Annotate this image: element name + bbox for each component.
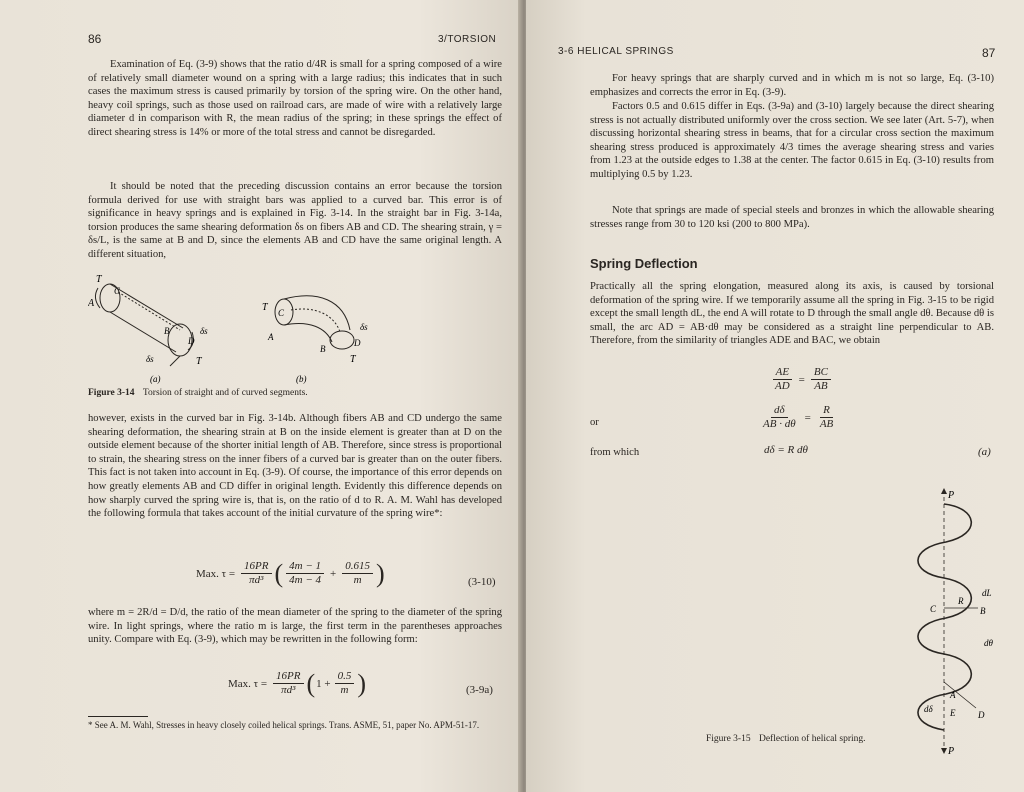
label-T: T — [96, 274, 102, 285]
label-dtheta: dθ — [984, 638, 993, 648]
eq-denominator: 4m − 4 — [289, 574, 322, 586]
figure-3-15 — [886, 486, 1006, 756]
label-T: T — [350, 354, 356, 365]
equation-3-9a: Max. τ = $\frac{16PR}{\text{πd³}}$ ( 1 + $\frac{0.5}{m}$ ) — [228, 668, 367, 698]
label-D: D — [978, 710, 985, 720]
paragraph: Examination of Eq. (3-9) shows that the ratio d/4R is small for a spring composed of a wire of relatively small diameter wound on a spring with a large radius; this indicates that in such cases the maximum stress is caused primarily by torsion of the spring wire. On the other hand, heavy coil springs, such as those used on railroad cars, are made of wire with a relatively large diameter d in comparison with R, the mean radius of the spring; in these springs the effect of direct shearing stress is 14% or more of the total stress and cannot be disregarded. — [88, 59, 502, 138]
paragraph: Practically all the spring elongation, measured along its axis, is caused by torsional deformation of the spring wire. If we temporarily assume all the spring in Fig. 3-15 to be rigid except the small length dL, the end A will rotate to D through the small angle dθ. Because dθ is small, the arc AD = AB·dθ may be considered as a straight line perpendicular to AB. Therefore, from the similarity of triangles ADE and BAC, we obtain — [590, 281, 994, 347]
label-C: C — [278, 308, 285, 318]
eq-fraction — [273, 670, 303, 697]
eq-fraction — [241, 560, 271, 587]
eq-denominator: AD — [775, 380, 790, 392]
paragraph: For heavy springs that are sharply curved and in which m is not so large, Eq. (3-10) emphasizes and corrects the error in Eq. (3-9). — [590, 73, 994, 98]
page-number: 86 — [88, 32, 102, 46]
eq-fraction — [772, 366, 793, 393]
label-ds: δs — [360, 322, 368, 332]
equation-number: (3-10) — [468, 576, 496, 588]
label-B: B — [980, 606, 986, 616]
label-E: E — [950, 708, 956, 718]
eq-denominator: m — [340, 684, 349, 696]
eq-equals: = — [804, 411, 811, 424]
eq-denominator: m — [353, 574, 362, 586]
footnote: * See A. M. Wahl, Stresses in heavy closely coiled helical springs. Trans. ASME, 51, paper No. APM-51-17. — [88, 720, 480, 730]
eq-fraction — [811, 366, 831, 393]
figure-caption — [706, 734, 866, 744]
label-ds: δs — [146, 354, 154, 364]
connector-or: or — [590, 417, 599, 428]
eq-denominator: AB — [814, 380, 828, 392]
eq-numerator: dδ — [771, 404, 788, 418]
equation-number: (a) — [978, 446, 991, 458]
eq-denominator: AB · dθ — [763, 418, 796, 430]
arrow-down-icon — [941, 748, 947, 754]
eq-numerator: R — [820, 404, 833, 418]
paragraph: It should be noted that the preceding discussion contains an error because the torsion formula derived for use with straight bars was applied to a curved bar. This error is of significance in heavy springs and is explained in Fig. 3-14. In the straight bar in Fig. 3-14a, torsion produces the same shearing deformation δs on fibers AB and CD. The shearing strain, γ = δs/L, is the same at B and D, since the elements AB and CD have the same original length. A different situation, — [88, 181, 502, 260]
label-D: D — [354, 338, 361, 348]
figure-caption — [88, 388, 508, 398]
paragraph: where m = 2R/d = D/d, the ratio of the mean diameter of the spring to the diameter of the spring wire. In light springs, where the ratio m is large, the first term in the parentheses approaches unity. Compare with Eq. (3-9), which may be rewritten in the following form: — [88, 607, 502, 646]
helical-spring-coils — [918, 504, 971, 730]
running-head: 3-6 HELICAL SPRINGS — [558, 46, 674, 57]
label-C: C — [930, 604, 937, 614]
caption-text: Deflection of helical spring. — [758, 734, 866, 744]
paragraph: Factors 0.5 and 0.615 differ in Eqs. (3-9a) and (3-10) largely because the direct shearing stress is not actually distributed uniformly over the cross section. We see later (Art. 5-7), when discussing horizontal shearing stress in beams, that for a circular cross section the maximum shearing stress produced is approximately 4/3 times the average shearing stress and varies from 1.23 at the outside edges to 1.38 at the center. The factor 0.615 in Eq. (3-10) results from multiplying 0.5 by 1.23. — [590, 101, 994, 180]
equation-3-10: Max. τ = $\frac{16PR}{\text{πd³}}$ ( $\frac{4m - 1}{4m - 4}$ + $\frac{0.615}{m}$ ) — [196, 558, 385, 588]
caption-label: Figure 3-14 — [88, 388, 135, 398]
eq-numerator: 0.5 — [335, 670, 355, 684]
equation-ratio — [758, 404, 838, 431]
label-P: P — [948, 490, 955, 501]
eq-denominator: AB — [819, 418, 834, 430]
label-R: R — [958, 596, 964, 606]
label-ddelta: dδ — [924, 704, 933, 714]
label-ds: δs — [200, 326, 208, 336]
paragraph: however, exists in the curved bar in Fig. 3-14b. Although fibers AB and CD undergo the same shearing deformation, the shearing strain at B on the inside element is greater than at D on the outside element because of the shorter initial length of AB. Therefore, since stress is proportional to strain, the shearing stress on the inner fibers of a curved bar is greater than on the outer fibers. This fact is not taken into account in Eq. (3-9). Of course, the importance of this error depends on how greatly elements AB and CD differ in original length. Evidently this difference depends on how sharply curved the spring wire is, that is, on the ratio of d to R. A. M. Wahl has developed the following formula that takes account of the initial curvature of the spring wire*: — [88, 413, 502, 520]
arrow-up-icon — [941, 488, 947, 494]
label-A: A — [950, 690, 956, 700]
caption-label: Figure 3-15 — [706, 734, 751, 744]
subfigure-label-b: (b) — [296, 374, 307, 384]
eq-equals: = — [798, 373, 805, 386]
equation-similar-triangles — [770, 366, 833, 393]
label-dL: dL — [982, 588, 992, 598]
label-B: B — [164, 326, 170, 336]
label-T: T — [262, 302, 268, 313]
eq-lhs: Max. τ = — [228, 677, 268, 690]
eq-numerator: AE — [773, 366, 792, 380]
curved-bar-diagram — [275, 296, 354, 349]
caption-text: Torsion of straight and of curved segments. — [142, 388, 308, 398]
label-A: A — [268, 332, 274, 342]
page-number: 87 — [982, 46, 996, 60]
running-head: 3/TORSION — [438, 34, 497, 45]
eq-numerator: 4m − 1 — [286, 560, 324, 574]
right-page — [526, 0, 1024, 792]
eq-numerator: 0.615 — [342, 560, 373, 574]
eq-numerator: BC — [811, 366, 831, 380]
eq-fraction — [760, 404, 799, 431]
subfigure-label-a: (a) — [150, 374, 161, 384]
eq-fraction — [817, 404, 836, 431]
eq-fraction — [286, 560, 324, 587]
paragraph: Note that springs are made of special steels and bronzes in which the allowable shearing stresses range from 30 to 120 ksi (200 to 800 MPa). — [590, 205, 994, 230]
eq-denominator: πd³ — [281, 684, 296, 696]
eq-numerator: 16PR — [241, 560, 271, 574]
label-A: A — [88, 298, 95, 309]
straight-bar-diagram — [95, 284, 193, 366]
label-P: P — [948, 746, 955, 756]
rotation-line — [944, 682, 976, 708]
label-D: D — [188, 336, 195, 346]
eq-denominator: πd³ — [249, 574, 264, 586]
eq-fraction — [335, 670, 355, 697]
section-heading: Spring Deflection — [590, 256, 698, 271]
footnote-rule — [88, 716, 148, 717]
label-T: T — [196, 356, 202, 367]
label-B: B — [320, 344, 326, 354]
label-C: C — [114, 286, 121, 296]
eq-fraction — [342, 560, 373, 587]
eq-one-plus: 1 + — [316, 677, 331, 690]
equation-a: dδ = R dθ — [764, 444, 808, 456]
eq-lhs: Max. τ = — [196, 567, 236, 580]
figure-3-14 — [88, 270, 388, 385]
equation-number: (3-9a) — [466, 684, 493, 696]
eq-numerator: 16PR — [273, 670, 303, 684]
connector-from-which: from which — [590, 447, 640, 458]
eq-plus: + — [330, 567, 337, 580]
